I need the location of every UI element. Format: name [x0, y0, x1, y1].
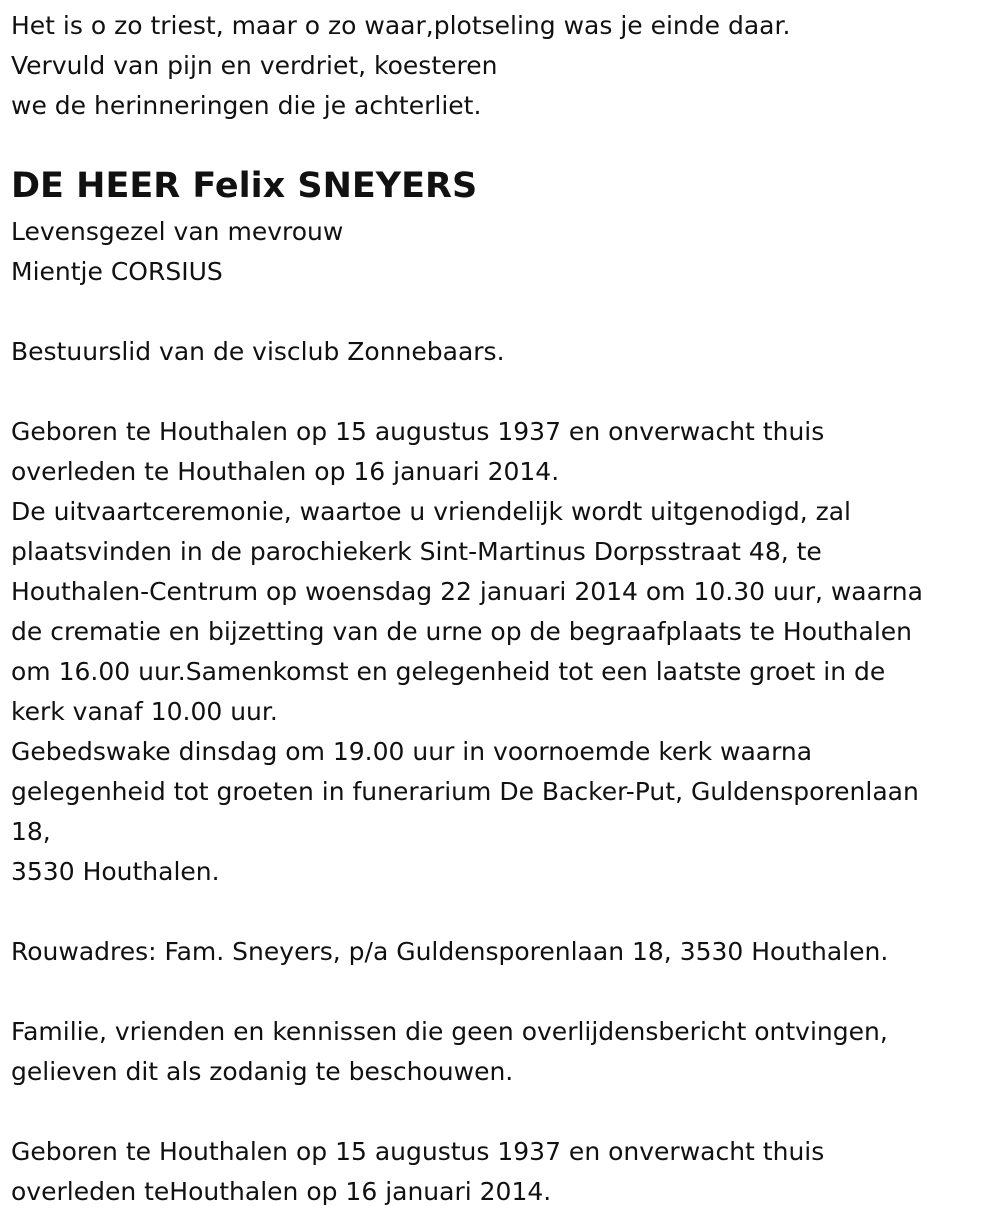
- closing-line: Geboren te Houthalen op 15 augustus 1937 en onverwacht thuis: [11, 1137, 825, 1166]
- details-line: Geboren te Houthalen op 15 augustus 1937 en onverwacht thuis: [11, 417, 825, 446]
- details-line: Houthalen-Centrum op woensdag 22 januari 2014 om 10.30 uur, waarna: [11, 577, 923, 606]
- notice-line: gelieven dit als zodanig te beschouwen.: [11, 1057, 514, 1086]
- notice-block: [11, 1012, 996, 1092]
- details-line: overleden te Houthalen op 16 januari 2014.: [11, 457, 560, 486]
- poem: [11, 6, 996, 126]
- spacer: [11, 372, 996, 412]
- closing-block: [11, 1132, 996, 1212]
- spacer: [11, 972, 996, 1012]
- funeral-details: [11, 412, 996, 892]
- details-line: 3530 Houthalen.: [11, 857, 220, 886]
- mourning-address: Rouwadres: Fam. Sneyers, p/a Guldensporenlaan 18, 3530 Houthalen.: [11, 937, 889, 966]
- poem-line: we de herinneringen die je achterliet.: [11, 91, 482, 120]
- details-line: plaatsvinden in de parochiekerk Sint-Martinus Dorpsstraat 48, te: [11, 537, 822, 566]
- deceased-name-title: DE HEER Felix SNEYERS: [11, 166, 478, 206]
- details-line: om 16.00 uur.Samenkomst en gelegenheid tot een laatste groet in de: [11, 657, 886, 686]
- spacer: [11, 1092, 996, 1132]
- spacer: [11, 292, 996, 332]
- details-line: De uitvaartceremonie, waartoe u vriendelijk wordt uitgenodigd, zal: [11, 497, 851, 526]
- details-line: de crematie en bijzetting van de urne op de begraafplaats te Houthalen: [11, 617, 912, 646]
- club-role: Bestuurslid van de visclub Zonnebaars.: [11, 337, 505, 366]
- poem-line: Het is o zo triest, maar o zo waar,plotseling was je einde daar.: [11, 11, 791, 40]
- spacer: [11, 892, 996, 932]
- poem-line: Vervuld van pijn en verdriet, koesteren: [11, 51, 498, 80]
- notice-line: Familie, vrienden en kennissen die geen overlijdensbericht ontvingen,: [11, 1017, 888, 1046]
- partner-block: [11, 212, 996, 292]
- details-line: Gebedswake dinsdag om 19.00 uur in voornoemde kerk waarna: [11, 737, 813, 766]
- partner-line: Levensgezel van mevrouw: [11, 217, 344, 246]
- details-line: 18,: [11, 817, 51, 846]
- details-line: gelegenheid tot groeten in funerarium De Backer-Put, Guldensporenlaan: [11, 777, 919, 806]
- details-line: kerk vanaf 10.00 uur.: [11, 697, 278, 726]
- partner-line: Mientje CORSIUS: [11, 257, 223, 286]
- closing-line: overleden teHouthalen op 16 januari 2014.: [11, 1177, 552, 1206]
- obituary-document: [11, 6, 996, 1212]
